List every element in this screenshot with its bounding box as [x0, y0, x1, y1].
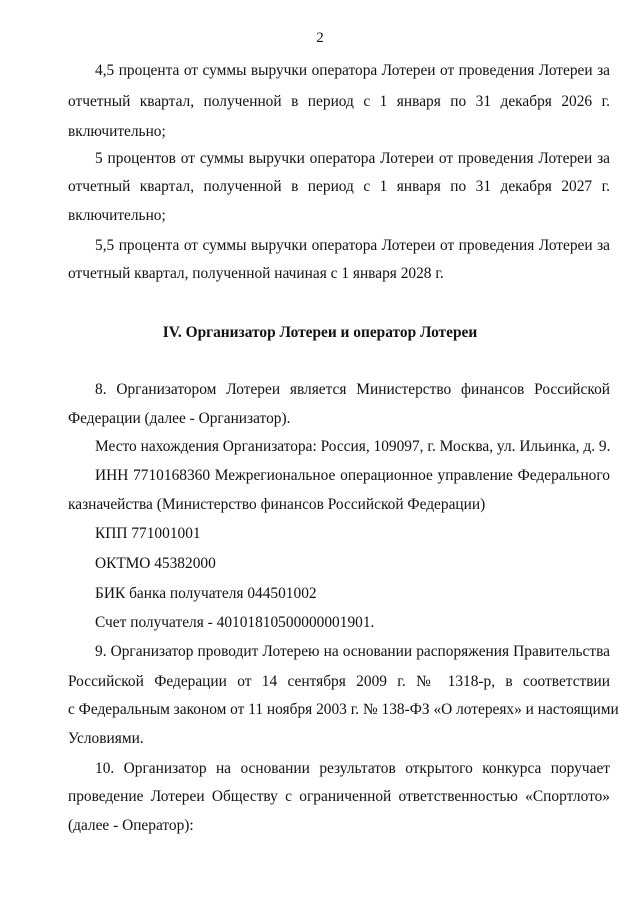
text-line: Федерации (далее - Организатор). [68, 410, 291, 427]
text-line: (далее - Оператор): [68, 817, 194, 834]
text-line: ИНН 7710168360 Межрегиональное операционное управление Федерального [95, 467, 610, 484]
text-line: БИК банка получателя 044501002 [95, 585, 317, 602]
text-line: 4,5 процента от суммы выручки оператора Лотереи от проведения Лотереи за [95, 62, 610, 79]
text-line: 5,5 процента от суммы выручки оператора Лотереи от проведения Лотереи за [95, 237, 610, 254]
text-line: Место нахождения Организатора: Россия, 109097, г. Москва, ул. Ильинка, д. 9. [95, 438, 611, 455]
text-line: 5 процентов от суммы выручки оператора Лотереи от проведения Лотереи за [95, 150, 610, 167]
text-line: с Федеральным законом от 11 ноября 2003 г. № 138-ФЗ «О лотереях» и настоящими [68, 701, 619, 718]
text-line: включительно; [68, 207, 166, 224]
text-line: проведение Лотереи Обществу с ограниченной ответственностью «Спортлото» [68, 788, 610, 805]
text-line: отчетный квартал, полученной начиная с 1 января 2028 г. [68, 265, 444, 282]
text-line: 8. Организатором Лотереи является Министерство финансов Российской [95, 381, 610, 398]
section-heading: IV. Организатор Лотереи и оператор Лотереи [162, 324, 478, 341]
text-line: Российской Федерации от 14 сентября 2009 г. № 1318-р, в соответствии [68, 673, 610, 690]
text-line: ОКТМО 45382000 [95, 555, 216, 572]
text-line: КПП 771001001 [95, 525, 201, 542]
text-line: 9. Организатор проводит Лотерею на основании распоряжения Правительства [95, 643, 610, 660]
text-line: отчетный квартал, полученной в период с 1 января по 31 декабря 2026 г. [68, 93, 610, 110]
text-line: Условиями. [68, 730, 144, 747]
text-line: включительно; [68, 123, 166, 140]
page-number: 2 [316, 30, 324, 46]
text-line: отчетный квартал, полученной в период с 1 января по 31 декабря 2027 г. [68, 178, 610, 195]
text-line: 10. Организатор на основании результатов открытого конкурса поручает [95, 760, 610, 777]
text-line: казначейства (Министерство финансов Российской Федерации) [68, 496, 486, 513]
text-line: Счет получателя - 40101810500000001901. [95, 614, 375, 631]
